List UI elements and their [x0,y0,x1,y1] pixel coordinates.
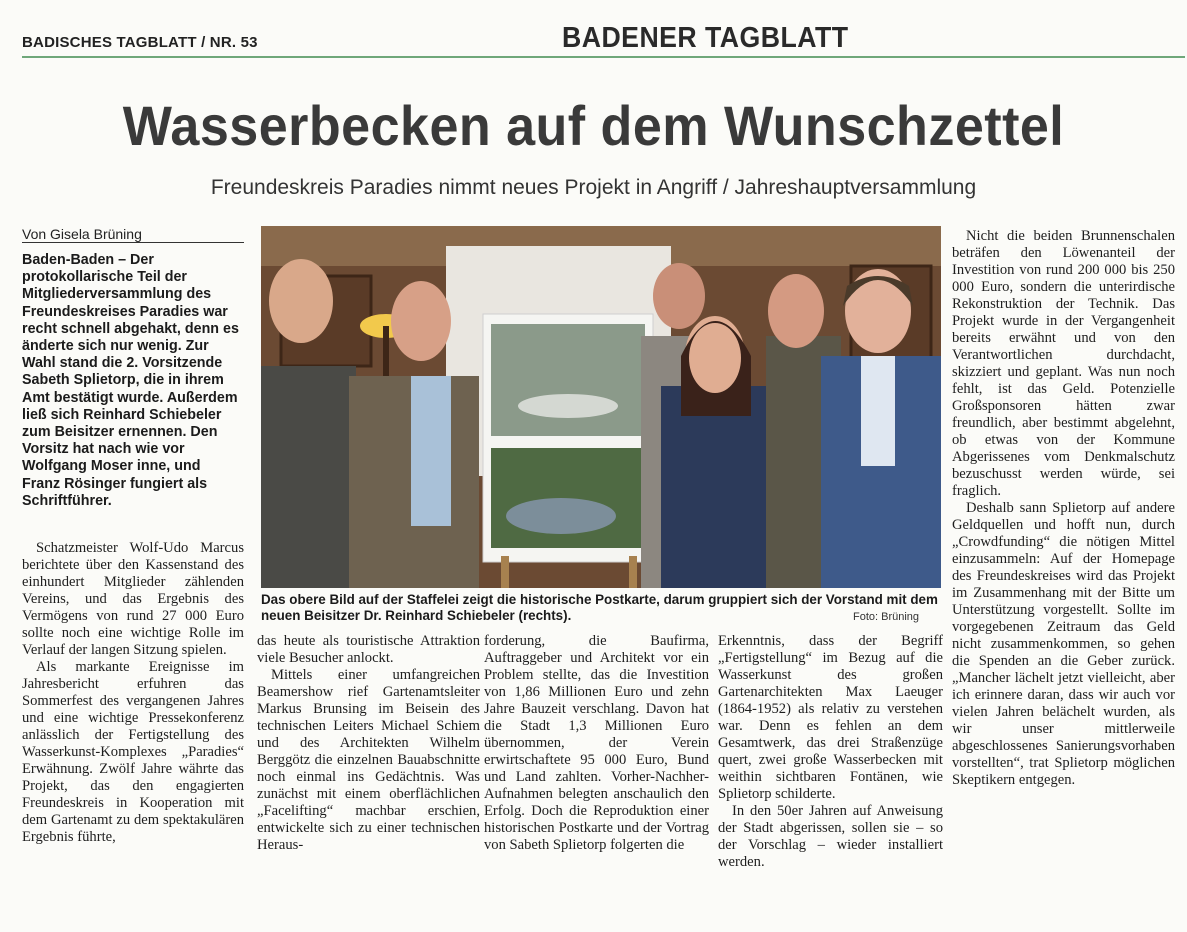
paragraph: Erkenntnis, dass der Begriff „Fertigstellung“ im Bezug auf die Wasserkunst des großen Gartenarchitekten Max Laeuger (1864-1952) als relativ zu verstehen war. Denn es fehlen an dem Gesamtwerk, das drei Straßenzüge quert, zwei große Wasserbecken mit weithin sichtbaren Fontänen, wie Splietorp schilderte. [718,633,943,802]
photo-credit: Foto: Brüning [853,611,920,623]
masthead: BADENER TAGBLATT [562,22,849,54]
photo-caption [261,592,941,624]
header-rule [22,56,1185,58]
column-2 [257,633,480,854]
issue-label: BADISCHES TAGBLATT / NR. 53 [22,34,258,51]
page-header [0,0,1187,64]
paragraph: forderung, die Baufirma, Auftraggeber und Architekt vor ein Problem stellte, das die Investition von 1,86 Millionen Euro und zehn Jahre Bauzeit verschlang. Davon hat die Stadt 1,3 Millionen Euro übernommen, der Verein erwirtschaftete 95 000 Euro, Bund und Land zahlten. Vorher-Nachher-Aufnahmen belegten anschaulich den Erfolg. Doch die Reproduktion einer historischen Postkarte und der Vortrag von Sabeth Splietorp folgerten die [484,633,709,853]
paragraph: Nicht die beiden Brunnenschalen beträfen den Löwenanteil der Investition von rund 200 000 bis 250 000 Euro, sondern die unterirdische Rekonstruktion der Technik. Das Projekt wurde in der Vergangenheit bereits erwähnt und von den Verantwortlichen durchdacht, skizziert und geplant. Was nun noch fehlt, ist das Geld. Potenzielle Großsponsoren hätten zwar freundlich, aber bestimmt abgelehnt, ob etwas von der Kommune Abgerissenes vom Denkmalschutz bezuschusst werden würde, sei fraglich. [952,228,1175,499]
subheadline: Freundeskreis Paradies nimmt neues Projekt in Angriff / Jahreshauptversammlung [210,176,977,199]
paragraph: Schatzmeister Wolf-Udo Marcus berichtete über den Kassenstand des einhundert Mitglieder zählenden Vereins, und das Ergebnis des Vermögens von rund 27 000 Euro sollte noch eine wichtige Rolle im Verlauf der langen Sitzung spielen. [22,540,244,658]
article-photo [261,226,941,588]
byline: Von Gisela Brüning [22,226,142,242]
paragraph: Mittels einer umfangreichen Beamershow rief Gartenamtsleiter Markus Brunsing im Beisein des technischen Leiters Michael Schiem und des Architekten Wilhelm Berggötz die einzelnen Bauabschnitte noch einmal ins Gedächtnis. Was zunächst mit einem oberflächlichen „Facelifting“ machbar erschien, entwickelte sich zu einer technischen Heraus- [257,667,480,853]
paragraph: Deshalb sann Splietorp auf andere Geldquellen und hofft nun, durch „Crowdfunding“ die nötigen Mittel einzusammeln: Auf der Homepage des Freundeskreises wird das Projekt im Zusammenhang mit der Bitte um Unterstützung vorgestellt. Sollte im vorgegebenen Zeitraum das Geld nicht zusammenkommen, so gehen die Spenden an die Geber zurück. „Mancher lächelt jetzt vielleicht, aber ich erinnere daran, dass wir auch vor vielen Jahren belächelt wurden, als wir unser mittlerweile abgeschlossenes Sanierungsvorhaben vorstellten“, trat Splietorp möglichen Skeptikern entgegen. [952,500,1175,788]
paragraph: das heute als touristische Attraktion viele Besucher anlockt. [257,633,480,666]
column-5 [952,228,1175,789]
lead-paragraph: Baden-Baden – Der protokollarische Teil der Mitgliederversammlung des Freundeskreises Paradies war recht schnell abgehakt, denn es änderte sich nur wenig. Zur Wahl stand die 2. Vorsitzende Sabeth Splietorp, die in ihrem Amt bestätigt wurde. Außerdem ließ sich Reinhard Schiebeler zum Beisitzer ernennen. Den Vorsitz hat nach wie vor Wolfgang Moser inne, und Franz Rösinger fungiert als Schriftführer. [22,252,239,509]
column-3 [484,633,709,854]
paragraph: Als markante Ereignisse im Jahresbericht erfuhren das Sommerfest des vergangenen Jahres und eine wichtige Pressekonferenz anlässlich der Fertigstellung des Wasserkunst-Komplexes „Paradies“ Erwähnung. Zwölf Jahre währte das Projekt, das den engagierten Freundeskreis in Kooperation mit dem Gartenamt zu dem spektakulären Ergebnis führte, [22,659,244,845]
column-1 [22,540,244,846]
column-4 [718,633,943,871]
group-photo-illustration [261,226,941,588]
paragraph: In den 50er Jahren auf Anweisung der Stadt abgerissen, sollen sie – so der Vorschlag – wieder installiert werden. [718,803,943,870]
caption-text: Das obere Bild auf der Staffelei zeigt die historische Postkarte, darum gruppiert sich der Vorstand mit dem neuen Beisitzer Dr. Reinhard Schiebeler (rechts). [261,592,938,623]
headline: Wasserbecken auf dem Wunschzettel [122,94,1065,157]
byline-rule [22,242,244,243]
